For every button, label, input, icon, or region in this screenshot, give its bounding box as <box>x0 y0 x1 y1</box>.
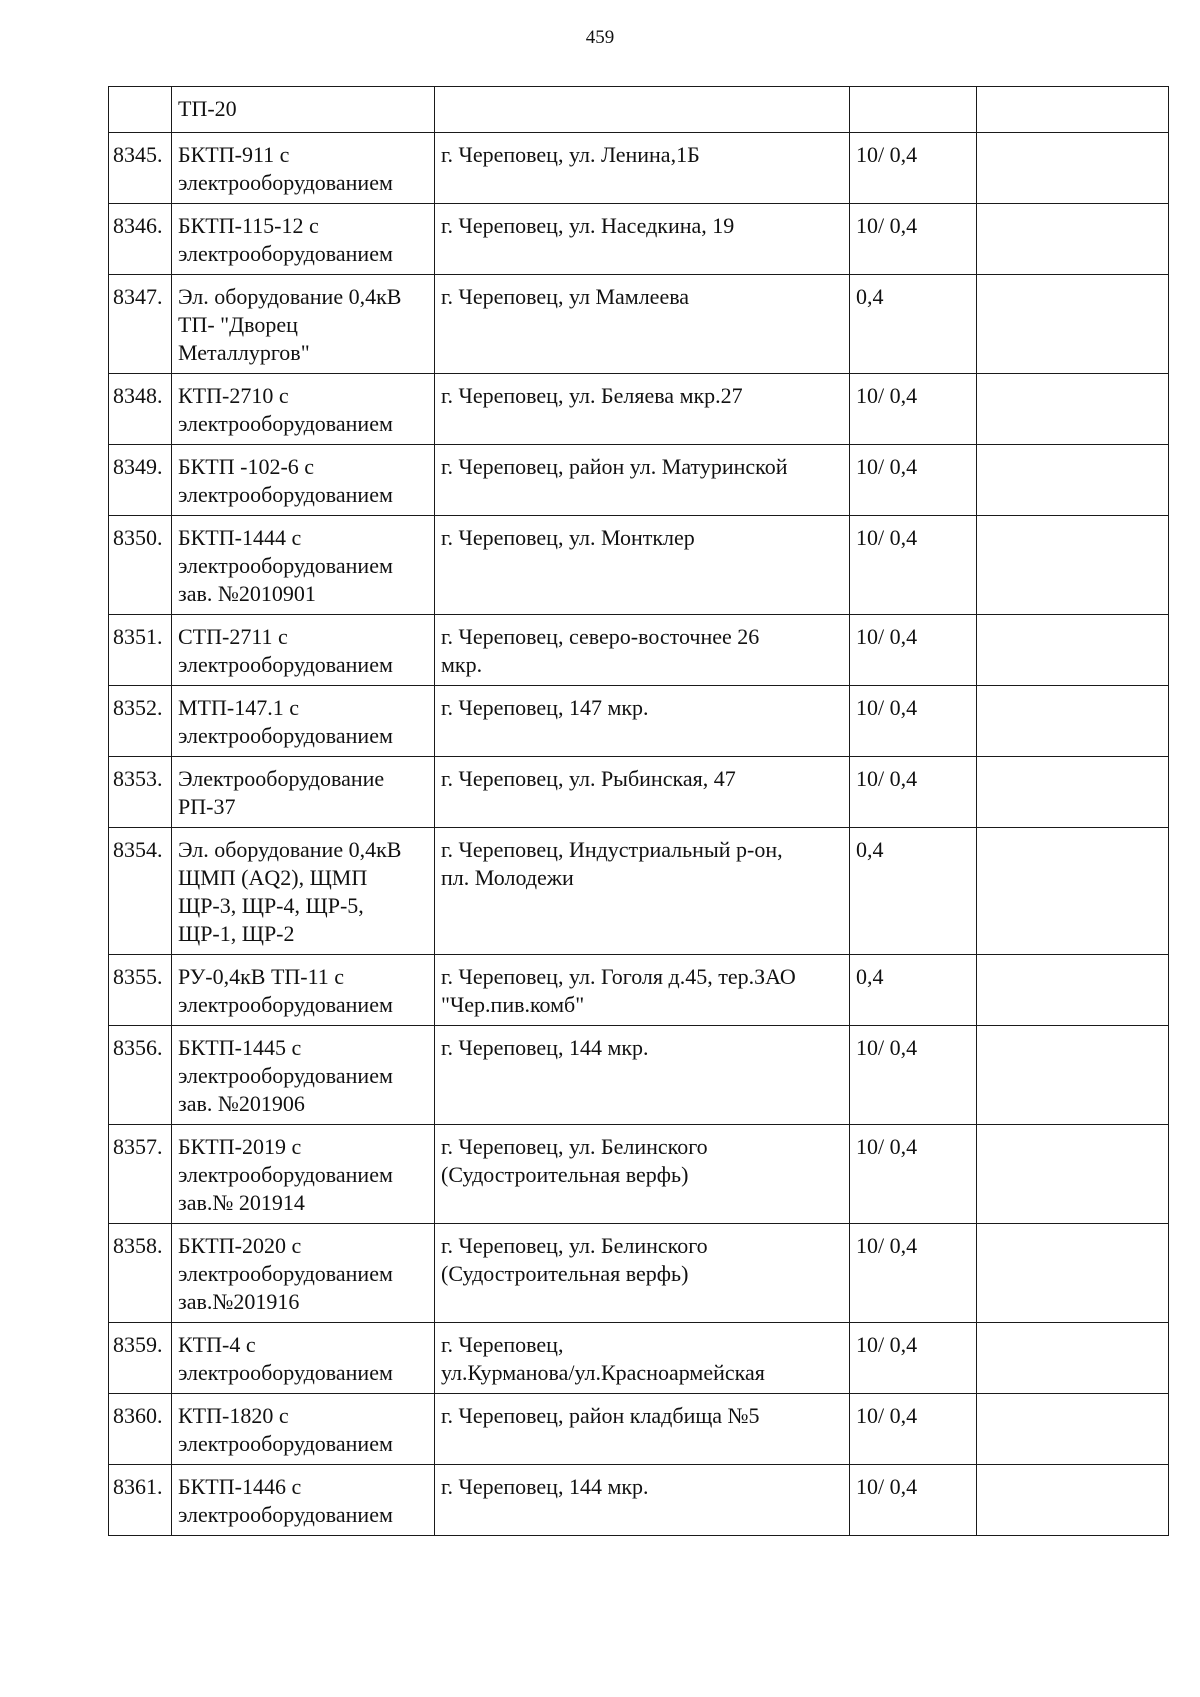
table-row <box>109 828 1169 955</box>
object-name <box>172 757 435 828</box>
row-number: 8361. <box>109 1465 172 1536</box>
object-name <box>172 1224 435 1323</box>
object-name <box>172 204 435 275</box>
object-name-line: КТП-4 с <box>178 1332 256 1357</box>
object-address-line: г. Череповец, район ул. Матуринской <box>441 454 788 479</box>
object-address-line: г. Череповец, 144 мкр. <box>441 1474 649 1499</box>
object-name <box>172 1323 435 1394</box>
object-address <box>435 1465 850 1536</box>
object-address-line: ул.Курманова/ул.Красноармейская <box>441 1360 765 1385</box>
voltage-class: 10/ 0,4 <box>850 1026 977 1125</box>
note-cell <box>977 516 1169 615</box>
object-address-line: пл. Молодежи <box>441 865 574 890</box>
object-address-line: г. Череповец, ул. Белинского <box>441 1134 708 1159</box>
object-name <box>172 445 435 516</box>
voltage-class: 10/ 0,4 <box>850 1125 977 1224</box>
voltage-class: 10/ 0,4 <box>850 686 977 757</box>
page-number: 459 <box>585 27 615 48</box>
object-address <box>435 275 850 374</box>
object-name <box>172 133 435 204</box>
object-address-line: г. Череповец, район кладбища №5 <box>441 1403 760 1428</box>
table-row <box>109 204 1169 275</box>
table-row <box>109 445 1169 516</box>
object-name-line: БКТП-1445 с <box>178 1035 302 1060</box>
object-name-line: электрооборудованием <box>178 411 393 436</box>
object-name-line: ТП- "Дворец <box>178 312 298 337</box>
object-address <box>435 828 850 955</box>
object-address-line: г. Череповец, ул. Наседкина, 19 <box>441 213 735 238</box>
object-name-line: СТП-2711 с <box>178 624 288 649</box>
object-address-line: г. Череповец, 147 мкр. <box>441 695 649 720</box>
object-name-line: электрооборудованием <box>178 1360 393 1385</box>
object-name-line: Эл. оборудование 0,4кВ <box>178 837 402 862</box>
voltage-class: 10/ 0,4 <box>850 615 977 686</box>
row-number: 8349. <box>109 445 172 516</box>
object-address-line: г. Череповец, Индустриальный р-он, <box>441 837 783 862</box>
object-name-line: электрооборудованием <box>178 1162 393 1187</box>
object-name <box>172 1394 435 1465</box>
table-row <box>109 955 1169 1026</box>
object-name-line: БКТП-911 с <box>178 142 290 167</box>
object-name-line: электрооборудованием <box>178 482 393 507</box>
row-number: 8347. <box>109 275 172 374</box>
object-name-line: БКТП-1446 с <box>178 1474 302 1499</box>
object-name-line: КТП-2710 с <box>178 383 289 408</box>
object-address <box>435 1394 850 1465</box>
row-number: 8348. <box>109 374 172 445</box>
note-cell <box>977 615 1169 686</box>
object-address-line: г. Череповец, ул. Беляева мкр.27 <box>441 383 743 408</box>
note-cell <box>977 1125 1169 1224</box>
voltage-class <box>850 87 977 133</box>
object-address <box>435 955 850 1026</box>
object-address-line: г. Череповец, <box>441 1332 564 1357</box>
object-address-line: г. Череповец, ул Мамлеева <box>441 284 690 309</box>
voltage-class: 0,4 <box>850 955 977 1026</box>
object-name <box>172 1465 435 1536</box>
row-number: 8352. <box>109 686 172 757</box>
voltage-class: 10/ 0,4 <box>850 133 977 204</box>
row-number: 8359. <box>109 1323 172 1394</box>
object-name-line: электрооборудованием <box>178 553 393 578</box>
object-address-line: г. Череповец, ул. Монтклер <box>441 525 695 550</box>
object-name <box>172 1026 435 1125</box>
object-name <box>172 87 435 133</box>
table-row <box>109 1224 1169 1323</box>
note-cell <box>977 686 1169 757</box>
voltage-class: 0,4 <box>850 275 977 374</box>
object-name-line: зав.№201916 <box>178 1289 300 1314</box>
voltage-class: 10/ 0,4 <box>850 204 977 275</box>
voltage-class: 10/ 0,4 <box>850 1465 977 1536</box>
object-address <box>435 445 850 516</box>
note-cell <box>977 1224 1169 1323</box>
registry-table <box>108 86 1169 1536</box>
row-number: 8351. <box>109 615 172 686</box>
note-cell <box>977 1026 1169 1125</box>
voltage-class: 0,4 <box>850 828 977 955</box>
object-name-line: РП-37 <box>178 794 236 819</box>
object-name-line: КТП-1820 с <box>178 1403 289 1428</box>
object-address-line: г. Череповец, 144 мкр. <box>441 1035 649 1060</box>
object-name <box>172 1125 435 1224</box>
row-number: 8353. <box>109 757 172 828</box>
note-cell <box>977 828 1169 955</box>
object-name-line: РУ-0,4кВ ТП-11 с <box>178 964 345 989</box>
object-name-line: электрооборудованием <box>178 1502 393 1527</box>
note-cell <box>977 445 1169 516</box>
object-name-line: ЩР-3, ЩР-4, ЩР-5, <box>178 893 364 918</box>
object-name <box>172 275 435 374</box>
object-name-line: Электрооборудование <box>178 766 385 791</box>
note-cell <box>977 1323 1169 1394</box>
object-address-line: г. Череповец, ул. Ленина,1Б <box>441 142 700 167</box>
row-number: 8354. <box>109 828 172 955</box>
object-address <box>435 133 850 204</box>
object-name-line: Металлургов" <box>178 340 310 365</box>
row-number: 8360. <box>109 1394 172 1465</box>
row-number: 8346. <box>109 204 172 275</box>
table-row <box>109 374 1169 445</box>
object-name-line: ТП-20 <box>178 96 237 121</box>
object-address-line: мкр. <box>441 652 483 677</box>
row-number: 8356. <box>109 1026 172 1125</box>
object-name-line: Эл. оборудование 0,4кВ <box>178 284 402 309</box>
object-name-line: электрооборудованием <box>178 1261 393 1286</box>
object-address <box>435 87 850 133</box>
voltage-class: 10/ 0,4 <box>850 374 977 445</box>
object-name-line: электрооборудованием <box>178 241 393 266</box>
object-address <box>435 1026 850 1125</box>
table-row <box>109 757 1169 828</box>
note-cell <box>977 955 1169 1026</box>
object-address <box>435 516 850 615</box>
object-address-line: г. Череповец, ул. Гоголя д.45, тер.ЗАО <box>441 964 796 989</box>
voltage-class: 10/ 0,4 <box>850 1323 977 1394</box>
object-name <box>172 686 435 757</box>
object-name <box>172 516 435 615</box>
object-name-line: электрооборудованием <box>178 170 393 195</box>
object-address <box>435 374 850 445</box>
object-name-line: ЩМП (AQ2), ЩМП <box>178 865 368 890</box>
note-cell <box>977 87 1169 133</box>
object-name-line: БКТП -102-6 с <box>178 454 315 479</box>
object-address-line: (Судостроительная верфь) <box>441 1162 689 1187</box>
object-name-line: электрооборудованием <box>178 992 393 1017</box>
object-address-line: (Судостроительная верфь) <box>441 1261 689 1286</box>
table-row <box>109 275 1169 374</box>
voltage-class: 10/ 0,4 <box>850 516 977 615</box>
object-name-line: зав.№ 201914 <box>178 1190 305 1215</box>
object-name-line: ЩР-1, ЩР-2 <box>178 921 295 946</box>
voltage-class: 10/ 0,4 <box>850 1224 977 1323</box>
note-cell <box>977 275 1169 374</box>
object-name-line: МТП-147.1 с <box>178 695 299 720</box>
object-name-line: зав. №201906 <box>178 1091 305 1116</box>
voltage-class: 10/ 0,4 <box>850 1394 977 1465</box>
object-address <box>435 757 850 828</box>
object-name-line: электрооборудованием <box>178 1063 393 1088</box>
object-name-line: БКТП-1444 с <box>178 525 302 550</box>
table-row <box>109 1465 1169 1536</box>
object-name-line: БКТП-2020 с <box>178 1233 302 1258</box>
row-number: 8357. <box>109 1125 172 1224</box>
object-address-line: г. Череповец, ул. Рыбинская, 47 <box>441 766 736 791</box>
object-address <box>435 686 850 757</box>
table-row <box>109 87 1169 133</box>
object-name-line: зав. №2010901 <box>178 581 316 606</box>
table-row <box>109 516 1169 615</box>
object-name <box>172 374 435 445</box>
row-number <box>109 87 172 133</box>
voltage-class: 10/ 0,4 <box>850 757 977 828</box>
object-name-line: электрооборудованием <box>178 723 393 748</box>
voltage-class: 10/ 0,4 <box>850 445 977 516</box>
row-number: 8345. <box>109 133 172 204</box>
table-row <box>109 615 1169 686</box>
object-name-line: БКТП-2019 с <box>178 1134 302 1159</box>
row-number: 8350. <box>109 516 172 615</box>
table-row <box>109 686 1169 757</box>
row-number: 8355. <box>109 955 172 1026</box>
object-name <box>172 615 435 686</box>
object-address <box>435 615 850 686</box>
note-cell <box>977 1465 1169 1536</box>
object-name-line: электрооборудованием <box>178 1431 393 1456</box>
object-address <box>435 1125 850 1224</box>
object-address <box>435 204 850 275</box>
object-name-line: электрооборудованием <box>178 652 393 677</box>
registry-table-body <box>109 87 1169 1536</box>
row-number: 8358. <box>109 1224 172 1323</box>
note-cell <box>977 1394 1169 1465</box>
object-address-line: г. Череповец, ул. Белинского <box>441 1233 708 1258</box>
table-row <box>109 1026 1169 1125</box>
table-row <box>109 1323 1169 1394</box>
note-cell <box>977 133 1169 204</box>
object-name-line: БКТП-115-12 с <box>178 213 319 238</box>
table-row <box>109 1394 1169 1465</box>
note-cell <box>977 757 1169 828</box>
table-row <box>109 133 1169 204</box>
object-address-line: г. Череповец, северо-восточнее 26 <box>441 624 760 649</box>
object-address-line: "Чер.пив.комб" <box>441 992 585 1017</box>
table-row <box>109 1125 1169 1224</box>
object-name <box>172 828 435 955</box>
object-address <box>435 1323 850 1394</box>
note-cell <box>977 204 1169 275</box>
object-address <box>435 1224 850 1323</box>
object-name <box>172 955 435 1026</box>
note-cell <box>977 374 1169 445</box>
